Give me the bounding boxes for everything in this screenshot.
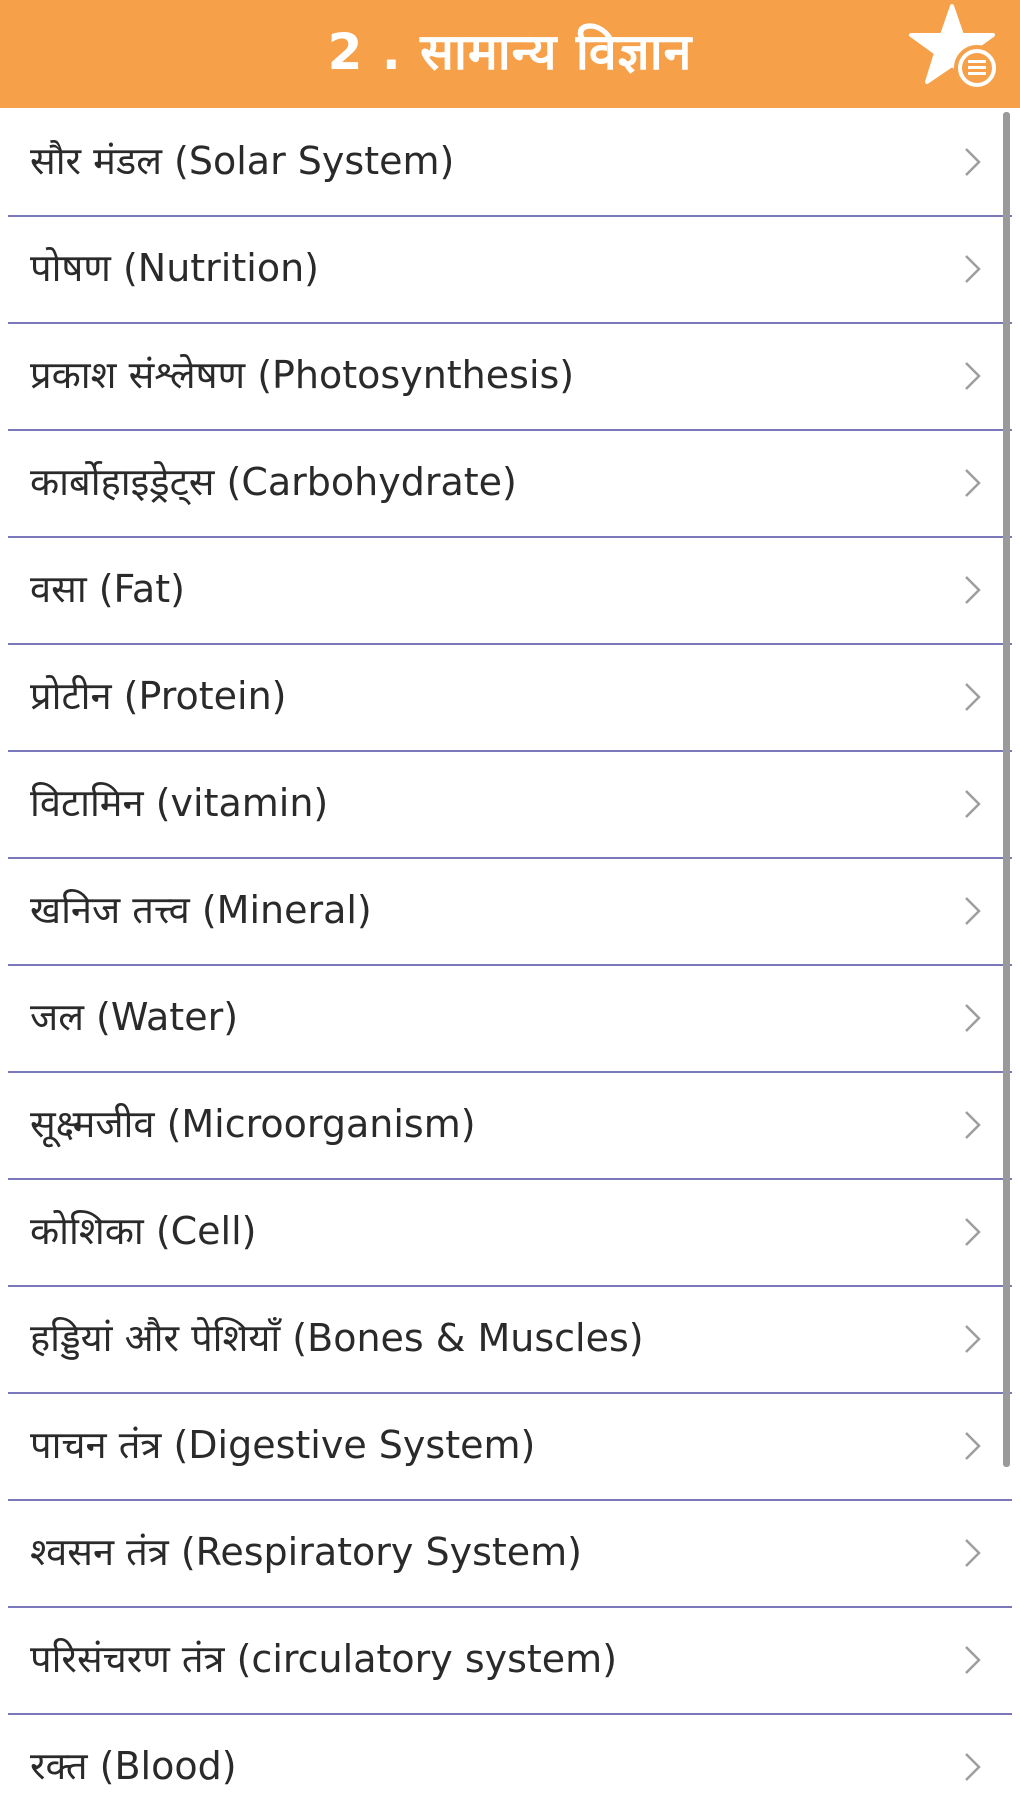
list-item-label: परिसंचरण तंत्र (circulatory system) xyxy=(30,1637,618,1681)
page-title: 2 . सामान्य विज्ञान xyxy=(327,23,693,81)
chevron-right-icon xyxy=(962,1429,984,1463)
chevron-right-icon xyxy=(962,680,984,714)
chevron-right-icon xyxy=(962,1536,984,1570)
list-item[interactable] xyxy=(0,1071,1012,1177)
list-item[interactable] xyxy=(0,643,1012,749)
chevron-right-icon xyxy=(962,1215,984,1249)
list-item-label: पोषण (Nutrition) xyxy=(30,246,319,290)
topic-list[interactable] xyxy=(0,108,1020,1793)
chevron-right-icon xyxy=(962,1108,984,1142)
chevron-right-icon xyxy=(962,252,984,286)
list-item-label: हड्डियां और पेशियाँ (Bones & Muscles) xyxy=(30,1316,644,1360)
chevron-right-icon xyxy=(962,894,984,928)
list-item-label: श्वसन तंत्र (Respiratory System) xyxy=(30,1530,583,1574)
list-item-label: विटामिन (vitamin) xyxy=(30,781,329,825)
chevron-right-icon xyxy=(962,573,984,607)
list-item[interactable] xyxy=(0,429,1012,535)
chevron-right-icon xyxy=(962,1001,984,1035)
list-item[interactable] xyxy=(0,1392,1012,1498)
list-item-label: प्रोटीन (Protein) xyxy=(30,674,287,718)
list-item-label: सौर मंडल (Solar System) xyxy=(30,139,455,183)
chevron-right-icon xyxy=(962,359,984,393)
list-item[interactable] xyxy=(0,1606,1012,1712)
list-item-label: प्रकाश संश्लेषण (Photosynthesis) xyxy=(30,353,575,397)
list-item-label: सूक्ष्मजीव (Microorganism) xyxy=(30,1102,476,1146)
app-bar xyxy=(0,0,1020,108)
chevron-right-icon xyxy=(962,787,984,821)
list-item[interactable] xyxy=(0,750,1012,856)
list-item[interactable] xyxy=(0,108,1012,214)
list-item[interactable] xyxy=(0,1499,1012,1605)
chevron-right-icon xyxy=(962,1750,984,1784)
list-item[interactable] xyxy=(0,322,1012,428)
list-item[interactable] xyxy=(0,1178,1012,1284)
chevron-right-icon xyxy=(962,145,984,179)
scrollbar[interactable] xyxy=(1003,112,1010,1467)
list-item-label: कोशिका (Cell) xyxy=(30,1209,257,1253)
chevron-right-icon xyxy=(962,466,984,500)
chevron-right-icon xyxy=(962,1322,984,1356)
list-item-label: जल (Water) xyxy=(30,995,239,1039)
list-item-label: वसा (Fat) xyxy=(30,567,185,611)
list-item[interactable] xyxy=(0,1285,1012,1391)
star-list-icon xyxy=(902,2,1008,106)
list-item[interactable] xyxy=(0,964,1012,1070)
list-item-label: पाचन तंत्र (Digestive System) xyxy=(30,1423,536,1467)
list-item[interactable] xyxy=(0,1713,1012,1793)
favorites-button[interactable] xyxy=(902,2,1008,106)
list-item-label: खनिज तत्त्व (Mineral) xyxy=(30,888,372,932)
chevron-right-icon xyxy=(962,1643,984,1677)
list-item-label: कार्बोहाइड्रेट्स (Carbohydrate) xyxy=(30,460,517,504)
list-item[interactable] xyxy=(0,536,1012,642)
list-item[interactable] xyxy=(0,857,1012,963)
list-item[interactable] xyxy=(0,215,1012,321)
list-item-label: रक्त (Blood) xyxy=(30,1744,237,1788)
